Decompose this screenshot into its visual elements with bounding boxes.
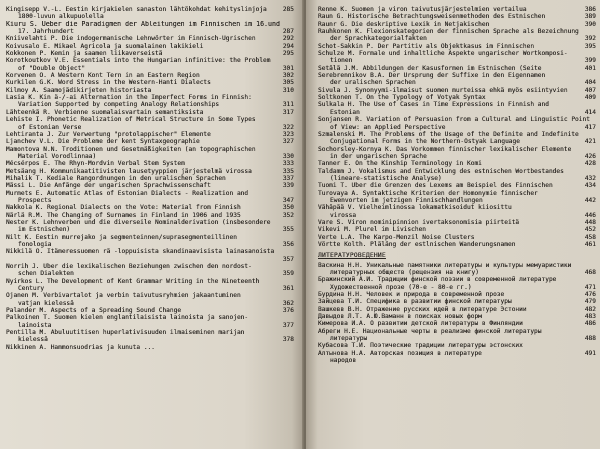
toc-entry (6, 109, 294, 116)
page-number: 337 (282, 174, 294, 182)
toc-entry (318, 182, 596, 189)
page-number: 426 (584, 152, 596, 160)
toc-entry (6, 263, 294, 270)
entry-text: ЛИТЕРАТУРОВЕДЕНИЕ (318, 252, 386, 260)
toc-entry (6, 241, 294, 248)
toc-entry (6, 292, 294, 299)
toc-entry (318, 342, 596, 349)
entry-text: литературы (330, 335, 368, 343)
page-number: 377 (282, 321, 294, 329)
entry-text: Närlä R.M. The Changing of Surnames in Finland in 1906 and 1935 (6, 211, 241, 219)
page-number: 301 (282, 64, 294, 72)
entry-text: vatjan kielessä (18, 299, 74, 307)
toc-entry (318, 276, 596, 283)
page-number: 390 (584, 20, 596, 28)
page-number: 350 (282, 204, 294, 212)
entry-text: Kilmoy A. Saamojädikirjeten historiasta (6, 86, 152, 94)
entry-text: Lehiste I. Phonetic Realization of Metrical Structure in Some Types (6, 116, 256, 124)
toc-entry (6, 79, 294, 86)
page-number: 442 (584, 196, 596, 204)
toc-entry (318, 175, 596, 182)
toc-entry (318, 350, 596, 357)
toc-entry (318, 335, 596, 342)
page-number: 333 (282, 160, 294, 168)
toc-entry (6, 234, 294, 241)
page-number: 357 (282, 255, 294, 263)
toc-entry (6, 197, 294, 204)
entry-text: der Sprachkategorialfakten (330, 35, 427, 43)
toc-entry (6, 226, 294, 233)
entry-text: Rauhkonen K. Flexionskategorien der finnischen Sprache als Bezeichnung (318, 28, 579, 36)
toc-entry (6, 43, 294, 50)
toc-entry (6, 314, 294, 321)
page-number: 362 (282, 299, 294, 307)
entry-text: Taldamm J. Vokalismus and Entwicklung des estnischen Wortbestandes (318, 167, 564, 175)
toc-entry (318, 28, 596, 35)
page-number: 476 (584, 291, 596, 299)
entry-text: народов (330, 357, 357, 365)
entry-text: der uralischen Sprachen (330, 79, 416, 87)
entry-text: Ljanchev V.L. Die Probleme der kent Syntaxgeographie (6, 138, 200, 146)
page-number: 311 (282, 101, 294, 109)
entry-text: Setälä J.M. Abbildungen der Kasusformen im Estnischen (Seite (318, 64, 542, 72)
page-number: 295 (282, 50, 294, 58)
toc-entry (6, 344, 294, 351)
entry-text: Korvenen O. A Western Kont Tern in an Eastern Region (6, 72, 200, 80)
page-number: 407 (584, 86, 596, 94)
entry-text: Lähteenkä R. Verbienne suomalaisvartain semantiksista (6, 108, 204, 116)
page-number: 302 (282, 72, 294, 80)
entry-text: kielessä (18, 336, 48, 344)
toc-entry (6, 329, 294, 336)
entry-text: (lineare-statistische Analyse) (330, 174, 442, 182)
toc-entry (318, 313, 596, 320)
entry-text: Кубасова Т.И. Поэтические традиции литературы эстонских (318, 342, 523, 350)
entry-text: Mamontova N.N. Troditionen und Gesetmäßigkeiten (an topographischen (6, 145, 256, 153)
page-number: 404 (584, 79, 596, 87)
page-number: 287 (282, 28, 294, 36)
toc-entry (6, 212, 294, 219)
toc-entry (318, 168, 596, 175)
right-page (306, 0, 600, 449)
entry-text: Sulkala H. The Use of Cases in Time Expressions in Finnish and (318, 101, 549, 109)
page-number: 294 (282, 42, 294, 50)
page-number: 359 (282, 270, 294, 278)
entry-text: in der ungarischen Sprache (330, 152, 427, 160)
entry-text: 17. Jahrhundert (18, 28, 74, 36)
toc-entry (318, 234, 596, 241)
entry-text: Turovaya A. Syntaktische Kriterien der Homonymie finnischer (318, 189, 538, 197)
section-heading (318, 252, 596, 259)
entry-text: of Estonian Verse (18, 123, 82, 131)
page-number: 317 (282, 108, 294, 116)
entry-text: Koivusalo E. Mikael Agricola ja suomalainen lakikieli (6, 42, 204, 50)
toc-entry (318, 116, 596, 123)
entry-text: Зайцева Т.И. Специфика в развитии финской литературы (318, 298, 512, 306)
page-number: 452 (584, 226, 596, 234)
entry-text: Szmalenski M. The Problems of the Usage of the Definite and Indefinite (318, 130, 579, 138)
page-number: 327 (282, 138, 294, 146)
toc-entry (6, 351, 294, 358)
toc-entry (318, 160, 596, 167)
toc-entry (318, 79, 596, 86)
entry-text: Kingisepp V.-L. Eestin kirjakielen sanaston lähtökohdat kehityslinjoja (6, 6, 267, 13)
page-number: 417 (584, 123, 596, 131)
toc-entry (318, 204, 596, 211)
page-number: 339 (282, 182, 294, 190)
page-number: 378 (282, 336, 294, 344)
toc-entry (318, 87, 596, 94)
entry-text: tionen (330, 57, 353, 65)
toc-entry (318, 138, 596, 145)
toc-entry (6, 278, 294, 285)
toc-entry (6, 131, 294, 138)
entry-text: Kiuru S. Ueber die Paradigmen der Ableitungen im Finnischen im 16.und (6, 20, 280, 28)
page-number: 448 (584, 218, 596, 226)
toc-entry (318, 320, 596, 327)
toc-entry (6, 116, 294, 123)
toc-entry (318, 35, 596, 42)
toc-entry (6, 94, 294, 101)
toc-entry (6, 153, 294, 160)
toc-entry (318, 298, 596, 305)
entry-text: Sivula J. Synonyymi-ilmaisut suomen murteissa ehkä myös esiintyvien (318, 86, 568, 94)
toc-entry (6, 204, 294, 211)
page-number: 434 (584, 182, 596, 190)
entry-text: Sonjansen R. Variation of Persuasion from a Cultural and Linguistic Point (318, 116, 590, 124)
entry-text: Estonian (330, 108, 360, 116)
page-number: 292 (282, 35, 294, 43)
entry-text: Mihalik T. Kediale Rangordnungen in den uralischen Sprachen (6, 174, 226, 182)
entry-text: Kurkilen G.K. Word Stress in the Western-Hanti Dialects (6, 79, 211, 87)
entry-text: Художественной прозе (70-е - 80-е гг.) (330, 283, 472, 291)
entry-text: Lasia K. Kin ä-/-ai Alternation in the Imperfect Forms in Finnish: (6, 94, 252, 102)
toc-entry (6, 256, 294, 263)
entry-text: Schulze M. Formale und inhaltliche Aspekte ungarischer Wortkomposi- (318, 50, 568, 58)
page-number: 330 (282, 152, 294, 160)
entry-text: Бурдина Н.Н. Человек и природа в современной прозе (318, 291, 505, 299)
entry-text: Вашкевв В.Н. Отражение русских идей в литературе Эстонии (318, 305, 527, 313)
entry-text: литературных обществ (рецензия на книгу) (330, 269, 480, 277)
page-number: 409 (584, 94, 596, 102)
entry-text: Vikevi M. Plurel im Livischen (318, 226, 427, 234)
entry-text: of "Double Object" (18, 64, 86, 72)
toc-entry (318, 306, 596, 313)
page-number: 421 (584, 138, 596, 146)
page-number: 395 (584, 42, 596, 50)
page-number: 483 (584, 313, 596, 321)
toc-entry (318, 21, 596, 28)
entry-text: Бражинский А.И. Традиции финской поэзии в современной литературе (318, 276, 557, 284)
entry-text: Serebrennikov B.A. Der Ursprung der Suffixe in den Eigennamen (318, 72, 546, 80)
toc-entry (318, 328, 596, 335)
page-number: 488 (584, 335, 596, 343)
page-number: 355 (282, 226, 294, 234)
page-number: 285 (282, 6, 294, 13)
toc-entry (6, 300, 294, 307)
toc-entry (318, 94, 596, 101)
toc-entry (318, 212, 596, 219)
page-number: 305 (282, 79, 294, 87)
page-number: 461 (584, 241, 596, 248)
page-number: 323 (282, 130, 294, 138)
page-number: 432 (584, 174, 596, 182)
toc-entry (6, 190, 294, 197)
toc-entry (318, 153, 596, 160)
entry-text: Kokkonen P. Kemin ja saamen liikaverseistä (6, 50, 163, 58)
toc-entry (318, 146, 596, 153)
toc-entry (318, 269, 596, 276)
entry-text: Prospects (18, 196, 52, 204)
entry-text: Metsäang H. Kommunikaatitivisten lausetyyppien järjestelmä virossa (6, 167, 252, 175)
entry-text: Vähäpää V. Vielheimlinossa lokamatkisoidut kiiosittu (318, 204, 512, 212)
page-number: 479 (584, 298, 596, 306)
page-number: 401 (584, 64, 596, 72)
toc-entry (318, 109, 596, 116)
toc-entry (6, 50, 294, 57)
entry-text: Lehtiranta J. Zur Verwertung "protolappischer" Elemente (6, 130, 211, 138)
toc-entry (318, 190, 596, 197)
entry-text: Алтынова Н.А. Авторская позиция в литературе (318, 349, 482, 357)
page-number: 361 (282, 285, 294, 293)
toc-entry (318, 43, 596, 50)
page-number: 310 (282, 86, 294, 94)
toc-entry (6, 138, 294, 145)
entry-text: Century (18, 285, 45, 293)
toc-entry (6, 270, 294, 277)
entry-text: Vörtte Kolth. Pläläng der estlnischen Wanderungsnamen (318, 241, 516, 248)
toc-entry (318, 72, 596, 79)
page-number: 376 (282, 307, 294, 315)
toc-entry (318, 226, 596, 233)
toc-entry (6, 35, 294, 42)
entry-text: Nakkola K. Regional Dialects on the Vote: Material from Finnish (6, 204, 241, 212)
entry-text: Vare S. Viron nominipinnion ivertaksonomisia piirteitä (318, 218, 520, 226)
toc-entry (6, 21, 294, 28)
entry-text: Conjugational Forms in the Northern-Ostyak Language (330, 138, 520, 146)
toc-entry (6, 101, 294, 108)
entry-text: Nester K. Lehnverben und die diverseile Nominalderivation (insbesondere (6, 218, 271, 226)
toc-entry (318, 284, 596, 291)
entry-text: Schot-Sakkin P. Der Partitiv als Objektkasus im Finnischen (318, 42, 535, 50)
toc-entry (318, 13, 596, 20)
page-number: 352 (282, 211, 294, 219)
entry-text: Sochorsley-Kornya K. Das Vorkommen finnischer lexikalischer Elemente (318, 145, 572, 153)
entry-text: Raunr G. Die deskriptive Lexik in Netjakischen (318, 20, 490, 28)
toc-entry (318, 101, 596, 108)
toc-entry (318, 131, 596, 138)
entry-text: Ewenvorten im jetzigen Finnischhandlungen (330, 196, 483, 204)
page-number: 446 (584, 211, 596, 219)
page-number: 486 (584, 320, 596, 328)
entry-text: Norrih J. Über die lexikalischen Beziehungen zwischen den nordost- (6, 263, 252, 271)
entry-text: of View: an Applied Perspective (330, 123, 446, 131)
toc-entry (6, 182, 294, 189)
entry-text: Васкина Н.Н. Уникальные памятники литературы и культуры мемуаристики (318, 261, 572, 269)
entry-text: Tuomi T. Über die Grenzen des Lexems am Beispiel des Finnischen (318, 182, 553, 190)
page-number: 458 (584, 233, 596, 241)
entry-text: Tanner E. On the Kinship Terminology in Komi (318, 160, 482, 168)
toc-entry (318, 50, 596, 57)
page-number: 491 (584, 349, 596, 357)
page-number: 347 (282, 196, 294, 204)
page-number: 389 (584, 13, 596, 21)
entry-text: Variation Supported by competing Analogy Relationships (18, 101, 220, 109)
toc-entry (6, 124, 294, 131)
toc-entry (6, 72, 294, 79)
toc-entry (318, 65, 596, 72)
page-number: 482 (584, 305, 596, 313)
toc-entry (6, 65, 294, 72)
toc-entry (318, 197, 596, 204)
page-number: 399 (584, 57, 596, 65)
entry-text: virossa (330, 211, 357, 219)
entry-text: Material Vorodlinnaa) (18, 152, 97, 160)
toc-entry (318, 6, 596, 13)
entry-text: fonologia (18, 241, 52, 248)
toc-entry (318, 291, 596, 298)
toc-entry (6, 336, 294, 343)
toc-entry (6, 285, 294, 292)
entry-text: Абреги Н.Е. Национальные черты в реализме финской литературы (318, 327, 542, 335)
entry-text: Nikkilä O. Itämeressuomen rä -loppuisista skandinaavisista lainasanoista (6, 248, 275, 256)
entry-text: schen Dialekten (18, 270, 74, 278)
entry-text: Кимерова И.А. О развитии детской литературы в Финляндии (318, 320, 523, 328)
toc-entry (6, 28, 294, 35)
entry-text: Nikkinen A. Hammonsuodrias ja kunuta ... (6, 343, 156, 351)
toc-entry (318, 124, 596, 131)
toc-entry (318, 357, 596, 364)
entry-text: Mässi L. Die Anfänge der ungarischen Sprachwissenschaft (6, 182, 211, 190)
entry-text: Nilt K. Eestin murrejako ja segmenteinnen/suprasegmenteillinen (6, 233, 237, 241)
entry-text: Nyirkos L. The Development of Kent Grammar Writing in the Nineteenth (6, 277, 260, 285)
page-number: 356 (282, 241, 294, 248)
toc-entry (6, 307, 294, 314)
entry-text: im Estnischen) (18, 226, 71, 234)
toc-entry (6, 146, 294, 153)
toc-entry (318, 57, 596, 64)
page-number: 335 (282, 167, 294, 175)
page-number: 414 (584, 108, 596, 116)
toc-entry (6, 322, 294, 329)
page-number: 468 (584, 269, 596, 277)
entry-text: Palkoinen T. Suomen kielen englantilaisista lainoista ja sanojen- (6, 314, 249, 322)
toc-entry (318, 219, 596, 226)
toc-entry (6, 175, 294, 182)
entry-text: Kniivelahti P. Die indogermanische Lehnwörter im Finnisch-Ugrischen (6, 35, 256, 43)
entry-text: Raun G. Historische Betrachtungsweisenmethoden des Estnischen (318, 13, 546, 21)
entry-text: Soltkonen T. On the Typology of Votyak Syntax (318, 94, 486, 102)
page-number: 471 (584, 283, 596, 291)
page-number: 386 (584, 6, 596, 13)
entry-text: Murmets E. Automatic Atlas of Estonian Dialects - Realization and (6, 189, 249, 197)
entry-text: lainoista (18, 321, 52, 329)
entry-text: Korotkoutkov V.E. Essentials into the Hungarian infinitive: the Problem (6, 57, 271, 65)
toc-entry (6, 219, 294, 226)
entry-text: Ojanen M. Verbivartalot ja verbin taivutusryhmien jakaantuminen (6, 292, 241, 300)
page-number: 428 (584, 160, 596, 168)
toc-entry (6, 160, 294, 167)
toc-entry (318, 241, 596, 248)
toc-entry (6, 87, 294, 94)
page-number: 392 (584, 35, 596, 43)
entry-text: 1800-luvun alkupuolella (18, 13, 104, 21)
entry-text: Pentilla M. Abuluutitisen huperlativisuuden ilmaiseminen marijan (6, 329, 245, 337)
entry-text: Mécsérpos E. The Rhyn-Mordvin Verbal Stem System (6, 160, 185, 168)
entry-text: Palander M. Aspects of a Spreading Sound Change (6, 307, 182, 315)
toc-entry (6, 13, 294, 20)
toc-entry (318, 262, 596, 269)
toc-entry (6, 6, 294, 13)
entry-text: Давыдов Л.Т. А.Ю.Ваманн в поисках новых форм (318, 313, 482, 321)
entry-text: Verte L.A. The Karpo-Menzil Noise Clusters (318, 233, 475, 241)
toc-entry (6, 57, 294, 64)
entry-text: Renne K. Suomen ja viron taivutusjärjestelmien vertailua (318, 6, 527, 13)
toc-entry (6, 168, 294, 175)
page-number: 322 (282, 123, 294, 131)
toc-entry (6, 248, 294, 255)
